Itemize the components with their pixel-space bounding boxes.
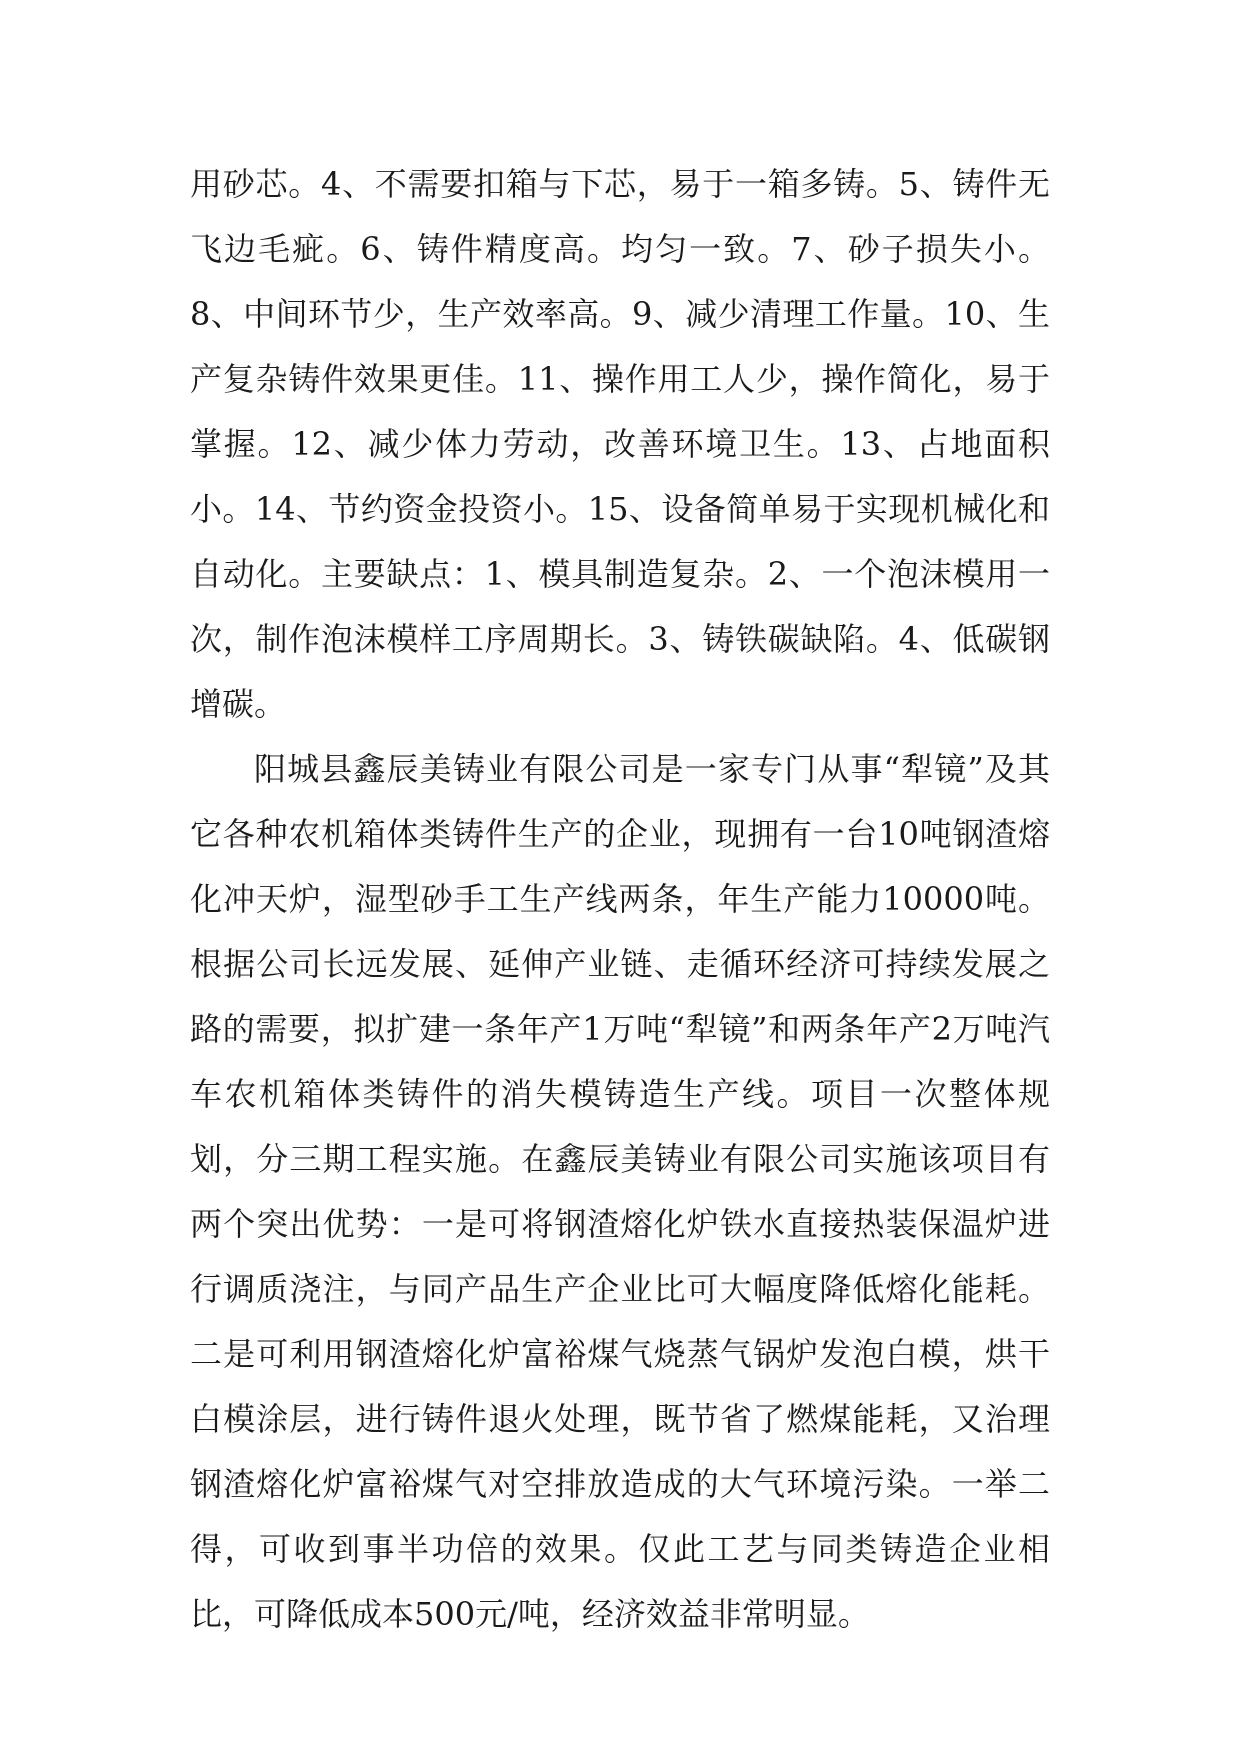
paragraph-advantages-and-disadvantages: 用砂芯。4、不需要扣箱与下芯，易于一箱多铸。5、铸件无飞边毛疵。6、铸件精度高。均匀一致。7、砂子损失小。8、中间环节少，生产效率高。9、减少清理工作量。10、生产复杂铸件效果更佳。11、操作用工人少，操作简化，易于掌握。12、减少体力劳动，改善环境卫生。13、占地面积小。14、节约资金投资小。15、设备简单易于实现机械化和自动化。主要缺点：1、模具制造复杂。2、一个泡沫模用一次，制作泡沫模样工序周期长。3、铸铁碳缺陷。4、低碳钢增碳。 xyxy=(190,165,1050,723)
paragraph-company-project: 阳城县鑫辰美铸业有限公司是一家专门从事“犁镜”及其它各种农机箱体类铸件生产的企业，现拥有一台10吨钢渣熔化冲天炉，湿型砂手工生产线两条，年生产能力10000吨。根据公司长远发展、延伸产业链、走循环经济可持续发展之路的需要，拟扩建一条年产1万吨“犁镜”和两条年产2万吨汽车农机箱体类铸件的消失模铸造生产线。项目一次整体规划，分三期工程实施。在鑫辰美铸业有限公司实施该项目有两个突出优势：一是可将钢渣熔化炉铁水直接热装保温炉进行调质浇注，与同产品生产企业比可大幅度降低熔化能耗。二是可利用钢渣熔化炉富裕煤气烧蒸气锅炉发泡白模，烘干白模涂层，进行铸件退火处理，既节省了燃煤能耗，又治理钢渣熔化炉富裕煤气对空排放造成的大气环境污染。一举二得，可收到事半功倍的效果。仅此工艺与同类铸造企业相比，可降低成本500元/吨，经济效益非常明显。 xyxy=(190,750,1050,1633)
document-body xyxy=(190,152,1050,1647)
